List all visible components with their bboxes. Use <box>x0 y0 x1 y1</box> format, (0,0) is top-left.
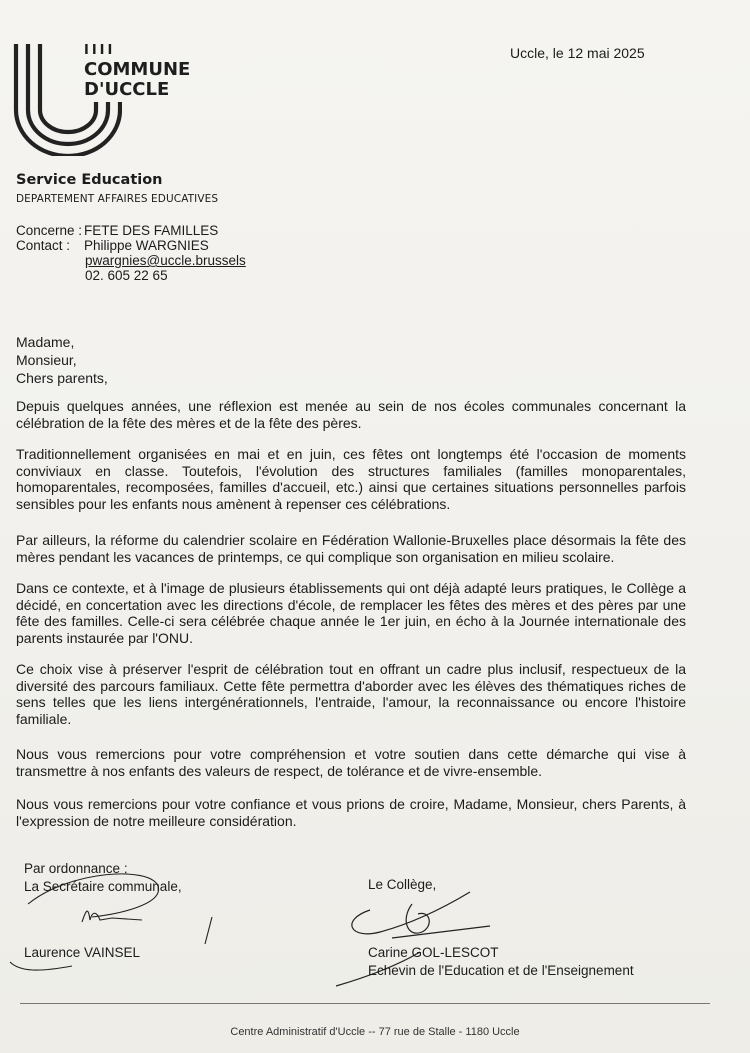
body-paragraph: Traditionnellement organisées en mai et en juin, ces fêtes ont longtemps été l'occasion de moments conviviaux en classe. Toutefois, l'évolution des structures familiales (familles monoparentales, homoparentales, recomposées, familles d'accueil, etc.) ainsi que certaines situations personnelles parfois sensibles pour les enfants nous amènent à repenser ces célébrations. <box>16 446 686 512</box>
salutation-line: Madame, <box>16 334 75 350</box>
salutation-line: Monsieur, <box>16 352 77 368</box>
body-paragraph: Nous vous remercions pour votre compréhension et votre soutien dans cette démarche qui vise à transmettre à nos enfants des valeurs de respect, de tolérance et de vivre-ensemble. <box>16 746 686 779</box>
footer-address: Centre Administratif d'Uccle -- 77 rue de Stalle - 1180 Uccle <box>230 1026 520 1038</box>
secretaire-title: La Secrétaire communale, <box>24 879 182 894</box>
contact-line <box>16 238 209 253</box>
department-title: DEPARTEMENT AFFAIRES EDUCATIVES <box>16 193 219 205</box>
signature-left-name: Laurence VAINSEL <box>24 945 141 960</box>
signature-right-title: Echevin de l'Education et de l'Enseignement <box>368 963 634 978</box>
logo-uccle: D'UCCLE <box>84 79 170 100</box>
body-paragraph: Nous vous remercions pour votre confiance et vous prions de croire, Madame, Monsieur, chers Parents, à l'expression de notre meilleure considération. <box>16 796 686 829</box>
body-paragraph: Depuis quelques années, une réflexion est menée au sein de nos écoles communales concernant la célébration de la fête des mères et de la fête des pères. <box>16 398 686 431</box>
service-title: Service Education <box>16 172 163 188</box>
body-paragraph: Dans ce contexte, et à l'image de plusieurs établissements qui ont déjà adapté leurs pratiques, le Collège a décidé, en concertation avec les directions d'école, de remplacer les fêtes des mères et des pères par une fête des familles. Celle-ci sera célébrée chaque année le 1er juin, en écho à la Journée internationale des parents instaurée par l'ONU. <box>16 580 686 646</box>
salutation-line: Chers parents, <box>16 370 108 386</box>
footer-divider <box>20 1003 710 1004</box>
contact-label: Contact : <box>16 238 71 253</box>
logo-commune: COMMUNE <box>84 59 191 80</box>
signature-left-scrawl-icon <box>0 862 220 982</box>
contact-email[interactable]: pwargnies@uccle.brussels <box>85 253 246 268</box>
salutation <box>16 333 108 387</box>
contact-phone: 02. 605 22 65 <box>85 268 168 283</box>
logo-wordmark <box>84 44 190 100</box>
letter-date: Uccle, le 12 mai 2025 <box>510 45 645 61</box>
logo-bars: IIII <box>84 43 116 58</box>
subject-value: FETE DES FAMILLES <box>84 223 219 238</box>
body-paragraph: Ce choix vise à préserver l'esprit de célébration tout en offrant un cadre plus inclusif, respectueux de la diversité des parcours familiaux. Cette fête permettra d'aborder avec les élèves des thématiques riches de sens telles que les liens intergénérationnels, l'entraide, l'amour, la reconnaissance ou encore l'histoire familiale. <box>16 661 686 727</box>
par-ordonnance: Par ordonnance : <box>24 861 128 876</box>
subject-label: Concerne : <box>16 223 83 238</box>
contact-name: Philippe WARGNIES <box>84 238 209 253</box>
subject-line <box>16 223 218 238</box>
signature-right-name: Carine GOL-LESCOT <box>368 945 499 960</box>
college-heading: Le Collège, <box>368 877 437 892</box>
body-paragraph: Par ailleurs, la réforme du calendrier scolaire en Fédération Wallonie-Bruxelles place désormais la fête des mères pendant les vacances de printemps, ce qui complique son organisation en milieu scolaire. <box>16 532 686 565</box>
